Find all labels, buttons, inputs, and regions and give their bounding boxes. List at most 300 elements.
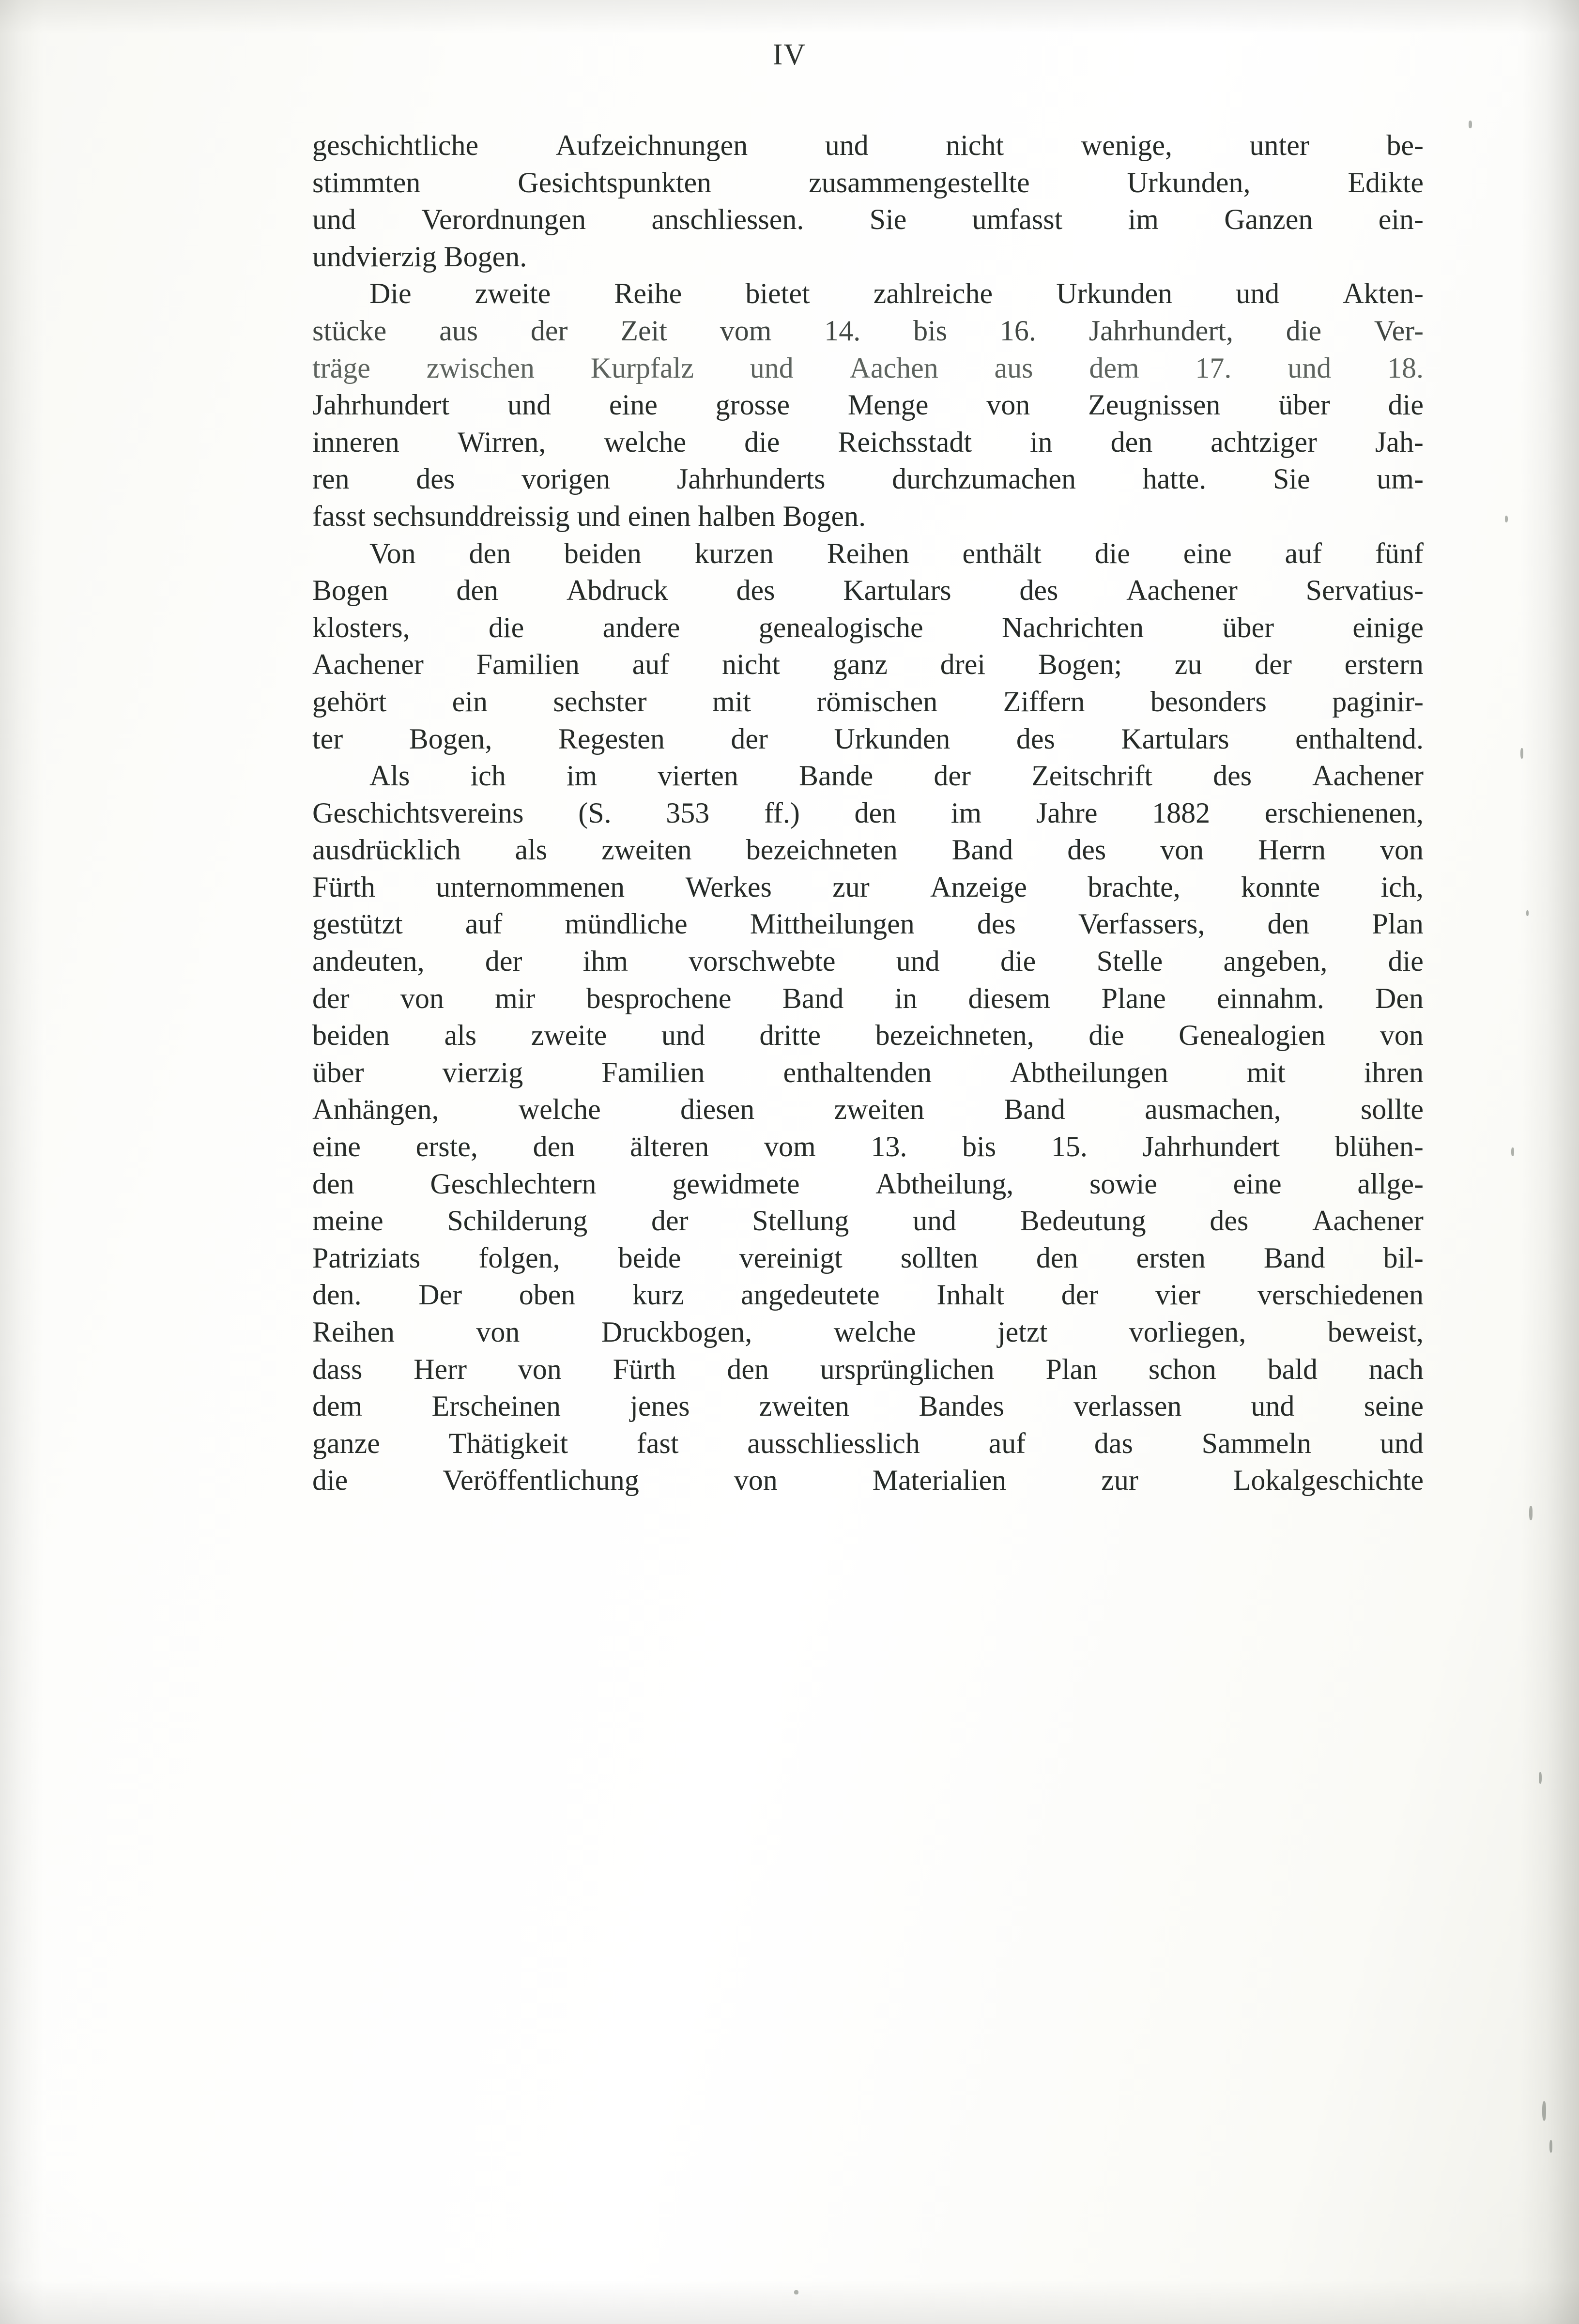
word: Inhalt: [936, 1279, 1005, 1311]
word: Band: [782, 982, 844, 1014]
word: zweite: [475, 277, 551, 310]
word: Die: [369, 277, 412, 310]
word: ren: [312, 463, 350, 495]
word: dass: [312, 1353, 363, 1385]
word: Den: [1375, 982, 1424, 1014]
word: auf: [1285, 537, 1322, 569]
word: Bedeutung: [1020, 1205, 1146, 1237]
word: mündliche: [565, 908, 688, 940]
word: Patriziats: [312, 1241, 421, 1274]
word: blühen-: [1334, 1131, 1424, 1163]
word: andere: [602, 611, 680, 643]
word: Geschichtsvereins: [312, 796, 524, 829]
text-line: [312, 1462, 1424, 1499]
word: im: [1128, 203, 1159, 236]
word: und: [1380, 1427, 1424, 1459]
word: Aachen: [849, 352, 938, 384]
word: des: [1213, 760, 1252, 792]
word: den.: [312, 1279, 362, 1311]
word: Materialien: [872, 1464, 1007, 1497]
word: Reihen: [827, 537, 909, 569]
word: dem: [312, 1390, 363, 1422]
scan-speck: [1529, 1506, 1533, 1520]
word: welche: [518, 1093, 601, 1126]
word: eine: [1183, 537, 1232, 569]
text-line: [312, 1239, 1424, 1277]
word: ganze: [312, 1427, 380, 1459]
word: vom: [764, 1131, 816, 1163]
word: Jahre: [1036, 796, 1098, 829]
word: und: [507, 389, 552, 421]
word: beide: [618, 1241, 681, 1274]
text-line: [312, 1314, 1424, 1351]
word: nicht: [722, 648, 781, 681]
word: aus: [439, 314, 478, 347]
text-line: [312, 757, 1424, 795]
word: eine: [312, 1131, 361, 1163]
word: 16.: [999, 314, 1036, 347]
word: die: [1000, 945, 1036, 978]
word: einnahm.: [1217, 982, 1324, 1014]
word: enthaltend.: [1295, 722, 1424, 755]
word: Zeitschrift: [1031, 760, 1152, 792]
word: 17.: [1195, 352, 1232, 384]
word: meine: [312, 1205, 383, 1237]
word: Thätigkeit: [448, 1427, 568, 1459]
word: den: [312, 1167, 354, 1200]
word: zweite: [531, 1019, 607, 1052]
word: des: [416, 463, 455, 495]
word: Mittheilungen: [750, 908, 915, 940]
word: und: [750, 352, 794, 384]
word: zur: [1101, 1464, 1138, 1497]
word: Aachener: [1126, 574, 1238, 607]
word: besprochene: [586, 982, 732, 1014]
word: Herr: [414, 1353, 467, 1385]
word: das: [1094, 1427, 1133, 1459]
word: ff.): [764, 796, 800, 829]
word: des: [1210, 1205, 1249, 1237]
scan-speck: [1511, 1147, 1514, 1156]
word: Stellung: [752, 1205, 849, 1237]
word: die: [1388, 945, 1424, 978]
text-line: [312, 1351, 1424, 1388]
word: der: [1255, 648, 1292, 681]
word: angeben,: [1223, 945, 1328, 978]
word: Sammeln: [1201, 1427, 1312, 1459]
word: und: [913, 1205, 957, 1237]
word: 18.: [1387, 352, 1424, 384]
word: zweiten: [759, 1390, 850, 1422]
word: Jah-: [1375, 426, 1424, 458]
word: ich: [470, 760, 506, 792]
text-line: [312, 720, 1424, 758]
word: dem: [1089, 352, 1139, 384]
word: Regesten: [558, 722, 665, 755]
word: zu: [1174, 648, 1202, 681]
word: Akten-: [1343, 277, 1424, 310]
word: andeuten,: [312, 945, 425, 978]
word: der: [312, 982, 350, 1014]
word: inneren: [312, 426, 399, 458]
word: und: [896, 945, 940, 978]
word: ihm: [583, 945, 629, 978]
word: Werkes: [685, 871, 772, 903]
word: Band: [1004, 1093, 1065, 1126]
word: anschliessen.: [651, 203, 804, 236]
text-line: [312, 609, 1424, 646]
word: unter: [1249, 129, 1309, 161]
word: Kartulars: [1121, 722, 1229, 755]
word: gewidmete: [672, 1167, 800, 1200]
word: diesen: [680, 1093, 755, 1126]
word: ich,: [1380, 871, 1424, 903]
word: Reichsstadt: [838, 426, 972, 458]
word: Bogen,: [409, 722, 492, 755]
word: Kurpfalz: [590, 352, 694, 384]
word: von: [518, 1353, 562, 1385]
word: zahlreiche: [873, 277, 993, 310]
word: Aachener: [312, 648, 424, 681]
word: bald: [1267, 1353, 1318, 1385]
word: mit: [712, 685, 751, 718]
word: zweiten: [834, 1093, 925, 1126]
word: Reihen: [312, 1316, 395, 1348]
word: mit: [1246, 1056, 1286, 1088]
word: vom: [720, 314, 772, 347]
word: der: [530, 314, 568, 347]
text-line: [312, 905, 1424, 943]
word: ersten: [1136, 1241, 1206, 1274]
word: Nachrichten: [1001, 611, 1144, 643]
word: Anhängen,: [312, 1093, 439, 1126]
word: erschienenen,: [1264, 796, 1424, 829]
paragraph: [312, 127, 1424, 275]
word: Jahrhundert: [312, 389, 450, 421]
word: bietet: [745, 277, 810, 310]
word: folgen,: [478, 1241, 560, 1274]
text-line: [312, 1276, 1424, 1314]
scan-speck: [1539, 1772, 1542, 1784]
word: von: [476, 1316, 520, 1348]
word: Herrn: [1258, 834, 1326, 866]
word: oben: [519, 1279, 576, 1311]
word: die: [1088, 1019, 1124, 1052]
word: um-: [1377, 463, 1424, 495]
text-line: [312, 535, 1424, 572]
word: Jahrhunderts: [676, 463, 826, 495]
word: jenes: [630, 1390, 690, 1422]
word: und: [1236, 277, 1280, 310]
word: Abtheilung,: [875, 1167, 1014, 1200]
paragraph: [312, 757, 1424, 1499]
word: im: [566, 760, 598, 792]
word: Erscheinen: [431, 1390, 561, 1422]
word: Abtheilungen: [1010, 1056, 1168, 1088]
word: als: [444, 1019, 477, 1052]
word: 1882: [1152, 796, 1211, 829]
word: aus: [994, 352, 1033, 384]
word: Druckbogen,: [601, 1316, 752, 1348]
word: den: [1036, 1241, 1078, 1274]
word: älteren: [630, 1131, 709, 1163]
word: und: [1251, 1390, 1295, 1422]
page-number: IV: [772, 38, 807, 71]
word: verschiedenen: [1257, 1279, 1424, 1311]
word: von: [1160, 834, 1204, 866]
text-line: [312, 646, 1424, 683]
word: welche: [833, 1316, 916, 1348]
word: Der: [418, 1279, 462, 1311]
word: sowie: [1089, 1167, 1157, 1200]
word: bis: [962, 1131, 996, 1163]
text-line: [312, 238, 1424, 275]
word: Familien: [476, 648, 580, 681]
word: bis: [913, 314, 948, 347]
text-line: [312, 572, 1424, 609]
word: den: [1267, 908, 1310, 940]
word: des: [977, 908, 1016, 940]
text-line: [312, 424, 1424, 461]
word: zweiten: [601, 834, 692, 866]
word: fast: [636, 1427, 679, 1459]
word: enthält: [962, 537, 1042, 569]
word: angedeutete: [741, 1279, 880, 1311]
word: durchzumachen: [892, 463, 1076, 495]
word: klosters,: [312, 611, 410, 643]
word: auf: [632, 648, 670, 681]
word: auf: [988, 1427, 1026, 1459]
word: kurzen: [694, 537, 774, 569]
word: dritte: [759, 1019, 821, 1052]
word: vereinigt: [739, 1241, 843, 1274]
text-line: [312, 683, 1424, 720]
word: Urkunden: [1056, 277, 1173, 310]
word: die: [744, 426, 780, 458]
word: enthaltenden: [783, 1056, 932, 1088]
word: einige: [1352, 611, 1424, 643]
word: ausschliesslich: [747, 1427, 920, 1459]
scan-speck: [1505, 516, 1508, 522]
word: geschichtliche: [312, 129, 479, 161]
word: und: [1288, 352, 1332, 384]
word: mir: [495, 982, 536, 1014]
text-line: [312, 386, 1424, 424]
word: ein-: [1378, 203, 1424, 236]
word: kurz: [632, 1279, 684, 1311]
text-line: [312, 1091, 1424, 1128]
word: allge-: [1357, 1167, 1424, 1200]
word: von: [400, 982, 444, 1014]
word: fünf: [1375, 537, 1424, 569]
word: besonders: [1150, 685, 1267, 718]
word: vier: [1155, 1279, 1201, 1311]
text-line: [312, 201, 1424, 238]
word: die: [312, 1464, 348, 1497]
word: ganz: [832, 648, 888, 681]
word: eine: [1233, 1167, 1282, 1200]
word: von: [1380, 1019, 1424, 1052]
word: beweist,: [1327, 1316, 1424, 1348]
word: 13.: [871, 1131, 907, 1163]
scan-speck: [1469, 121, 1472, 128]
word: Servatius-: [1305, 574, 1424, 607]
word: Schilderung: [447, 1205, 588, 1237]
word: die: [488, 611, 524, 643]
word: des: [1019, 574, 1058, 607]
scan-speck: [1520, 748, 1523, 759]
word: Ganzen: [1224, 203, 1313, 236]
word: des: [736, 574, 775, 607]
text-line: [312, 1425, 1424, 1462]
word: bezeichneten: [746, 834, 898, 866]
word: 14.: [824, 314, 861, 347]
word: Abdruck: [566, 574, 668, 607]
word: 353: [666, 796, 710, 829]
word: Band: [1263, 1241, 1325, 1274]
word: der: [651, 1205, 689, 1237]
word: zwischen: [426, 352, 535, 384]
word: vierten: [658, 760, 738, 792]
word: gestützt: [312, 908, 403, 940]
word: (S.: [578, 796, 612, 829]
word: zur: [832, 871, 870, 903]
word: vorliegen,: [1129, 1316, 1246, 1348]
word: beiden: [564, 537, 642, 569]
text-line: [312, 350, 1424, 387]
text-line: [312, 943, 1424, 980]
word: Familien: [601, 1056, 705, 1088]
word: Ver-: [1374, 314, 1424, 347]
word: Jahrhundert: [1142, 1131, 1280, 1163]
word: be-: [1386, 129, 1424, 161]
word: von: [986, 389, 1030, 421]
scan-speck: [1542, 2101, 1546, 2121]
word: Geschlechtern: [430, 1167, 597, 1200]
word: Anzeige: [930, 871, 1027, 903]
word: Zeit: [620, 314, 667, 347]
word: von: [1380, 834, 1424, 866]
word: nach: [1368, 1353, 1424, 1385]
word: die: [1286, 314, 1322, 347]
scan-edge-shadow-top: [0, 0, 1579, 34]
word: vierzig: [442, 1056, 523, 1088]
word: Urkunden,: [1127, 166, 1251, 199]
scan-speck: [1549, 2140, 1552, 2153]
word: Urkunden: [834, 722, 950, 755]
word: grosse: [715, 389, 790, 421]
scan-speck: [794, 2290, 798, 2294]
word: Band: [951, 834, 1013, 866]
word: den: [1110, 426, 1153, 458]
word: seine: [1364, 1390, 1424, 1422]
word: verlassen: [1073, 1390, 1182, 1422]
text-line: [312, 1202, 1424, 1239]
word: Edikte: [1348, 166, 1424, 199]
word: genealogische: [758, 611, 923, 643]
word: der: [485, 945, 522, 978]
word: Von: [369, 537, 416, 569]
text-line: [312, 980, 1424, 1017]
word: Veröffentlichung: [443, 1464, 639, 1497]
word: gehört: [312, 685, 387, 718]
paragraph: [312, 275, 1424, 535]
word: Aufzeichnungen: [555, 129, 748, 161]
word: Bandes: [919, 1390, 1004, 1422]
word: des: [1067, 834, 1106, 866]
text-line: [312, 164, 1424, 201]
word: paginir-: [1332, 685, 1424, 718]
word: im: [950, 796, 982, 829]
word: wenige,: [1081, 129, 1173, 161]
word: ter: [312, 722, 343, 755]
word: Bogen;: [1038, 648, 1122, 681]
word: erstern: [1344, 648, 1424, 681]
word: unternommenen: [436, 871, 625, 903]
word: ihren: [1364, 1056, 1424, 1088]
word: Plan: [1372, 908, 1424, 940]
word: über: [1278, 389, 1330, 421]
text-line: [312, 1128, 1424, 1165]
word: der: [934, 760, 971, 792]
word: Menge: [847, 389, 929, 421]
word: Bande: [798, 760, 874, 792]
text-line: [312, 275, 1424, 312]
word: schon: [1148, 1353, 1216, 1385]
word: hatte.: [1142, 463, 1207, 495]
word: der: [1061, 1279, 1099, 1311]
word: den: [469, 537, 511, 569]
word: Sie: [1272, 463, 1310, 495]
word: Wirren,: [457, 426, 546, 458]
word: undvierzig Bogen.: [312, 240, 527, 273]
word: Zeugnissen: [1088, 389, 1221, 421]
text-line: [312, 1017, 1424, 1054]
word: und: [825, 129, 869, 161]
text-line: [312, 312, 1424, 350]
word: stücke: [312, 314, 387, 347]
word: jetzt: [997, 1316, 1048, 1348]
word: Aachener: [1312, 1205, 1424, 1237]
text-line: [312, 1165, 1424, 1203]
word: Verfassers,: [1078, 908, 1205, 940]
word: Plane: [1101, 982, 1166, 1014]
word: Stelle: [1096, 945, 1163, 978]
paragraph: [312, 535, 1424, 758]
word: ausdrücklich: [312, 834, 461, 866]
word: in: [894, 982, 918, 1014]
word: bil-: [1383, 1241, 1424, 1274]
word: träge: [312, 352, 370, 384]
scan-edge-shadow-right: [1521, 0, 1579, 2324]
word: den: [533, 1131, 575, 1163]
word: eine: [609, 389, 658, 421]
scan-edge-shadow-left: [0, 0, 44, 2324]
text-line: [312, 498, 1424, 535]
text-line: [312, 127, 1424, 164]
word: konnte: [1241, 871, 1320, 903]
word: und: [312, 203, 356, 236]
word: achtziger: [1211, 426, 1317, 458]
word: Reihe: [614, 277, 682, 310]
word: und: [661, 1019, 705, 1052]
word: auf: [465, 908, 503, 940]
text-line: [312, 869, 1424, 906]
word: drei: [940, 648, 986, 681]
word: brachte,: [1088, 871, 1180, 903]
word: fasst sechsunddreissig und einen halben Bogen.: [312, 500, 866, 532]
word: ein: [452, 685, 488, 718]
